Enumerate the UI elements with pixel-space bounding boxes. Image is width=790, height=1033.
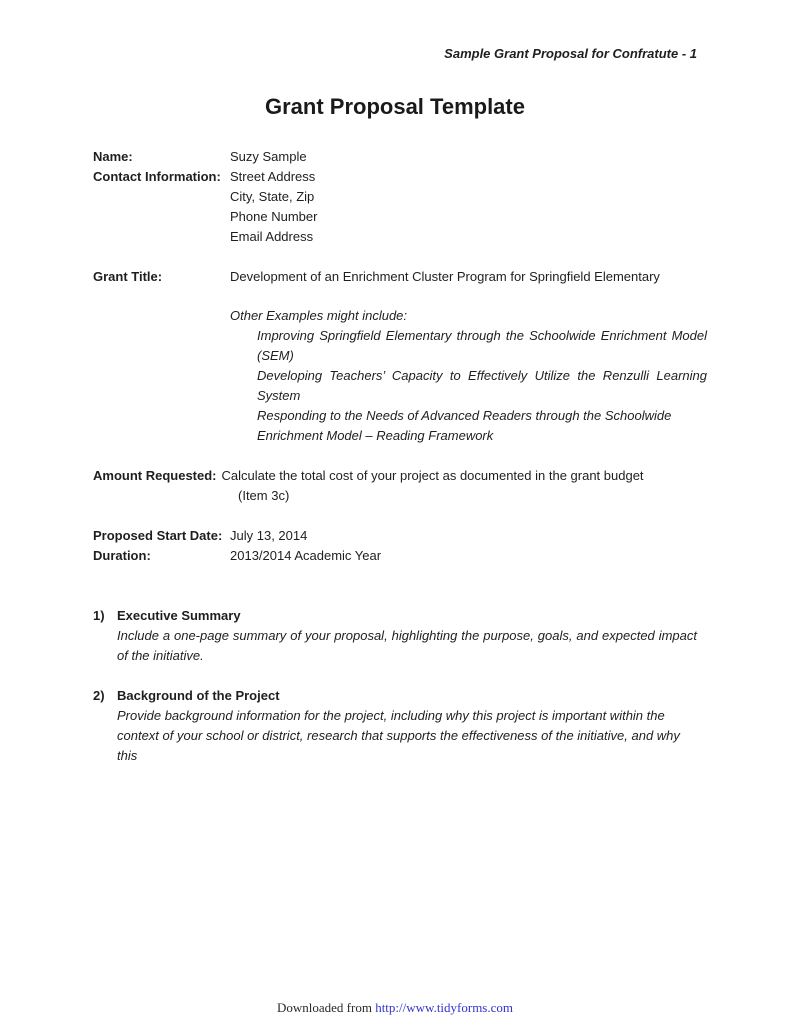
start-date-value: July 13, 2014 xyxy=(230,528,308,543)
contact-value-stack xyxy=(230,167,317,247)
example-item: Improving Springfield Elementary through the Schoolwide Enrichment Model (SEM) xyxy=(257,328,707,363)
contact-row xyxy=(93,167,697,247)
contact-email: Email Address xyxy=(230,229,314,244)
section-body: Include a one-page summary of your proposal, highlighting the purpose, goals, and expected impact of the initiative. xyxy=(117,628,697,663)
footer-prefix: Downloaded from xyxy=(276,1000,376,1015)
section-heading-text: Background of the Project xyxy=(117,688,280,703)
section-executive-summary xyxy=(93,606,697,666)
contact-street: Street Address xyxy=(230,169,316,184)
section-heading xyxy=(93,686,697,706)
footer-link[interactable]: http://www.tidyforms.com xyxy=(375,1000,514,1015)
section-heading xyxy=(93,606,697,626)
amount-requested-row xyxy=(93,466,697,486)
amount-requested-value: Calculate the total cost of your project as documented in the grant budget xyxy=(221,468,644,483)
grant-title-value: Development of an Enrichment Cluster Program for Springfield Elementary xyxy=(230,269,660,284)
section-body: Provide background information for the project, including why this project is important within the context of your school or district, research that supports the effectiveness of the initiative, and why this xyxy=(117,708,680,763)
duration-row xyxy=(93,546,697,566)
section-background xyxy=(93,686,697,766)
name-row xyxy=(93,147,697,167)
start-date-row xyxy=(93,526,697,546)
section-number: 2) xyxy=(93,688,105,703)
duration-value: 2013/2014 Academic Year xyxy=(230,548,382,563)
start-date-label: Proposed Start Date: xyxy=(93,528,223,543)
amount-requested-label: Amount Requested: xyxy=(93,468,217,483)
contact-label: Contact Information: xyxy=(93,169,221,184)
contact-phone: Phone Number xyxy=(230,209,318,224)
page-footer xyxy=(0,998,790,1018)
grant-title-examples xyxy=(230,306,707,446)
duration-label: Duration: xyxy=(93,548,151,563)
example-item: Developing Teachers’ Capacity to Effectively Utilize the Renzulli Learning System xyxy=(257,368,707,403)
name-label: Name: xyxy=(93,149,133,164)
document-title: Grant Proposal Template xyxy=(265,94,525,119)
section-number: 1) xyxy=(93,608,105,623)
section-heading-text: Executive Summary xyxy=(117,608,241,623)
name-value: Suzy Sample xyxy=(230,149,307,164)
amount-requested-item-ref: (Item 3c) xyxy=(238,488,290,503)
grant-title-label: Grant Title: xyxy=(93,269,163,284)
grant-title-row xyxy=(93,267,697,287)
contact-city-state-zip: City, State, Zip xyxy=(230,189,315,204)
examples-intro: Other Examples might include: xyxy=(230,308,408,323)
running-header: Sample Grant Proposal for Confratute - 1 xyxy=(444,46,697,61)
example-item: Responding to the Needs of Advanced Readers through the Schoolwide Enrichment Model – Reading Framework xyxy=(257,408,672,443)
